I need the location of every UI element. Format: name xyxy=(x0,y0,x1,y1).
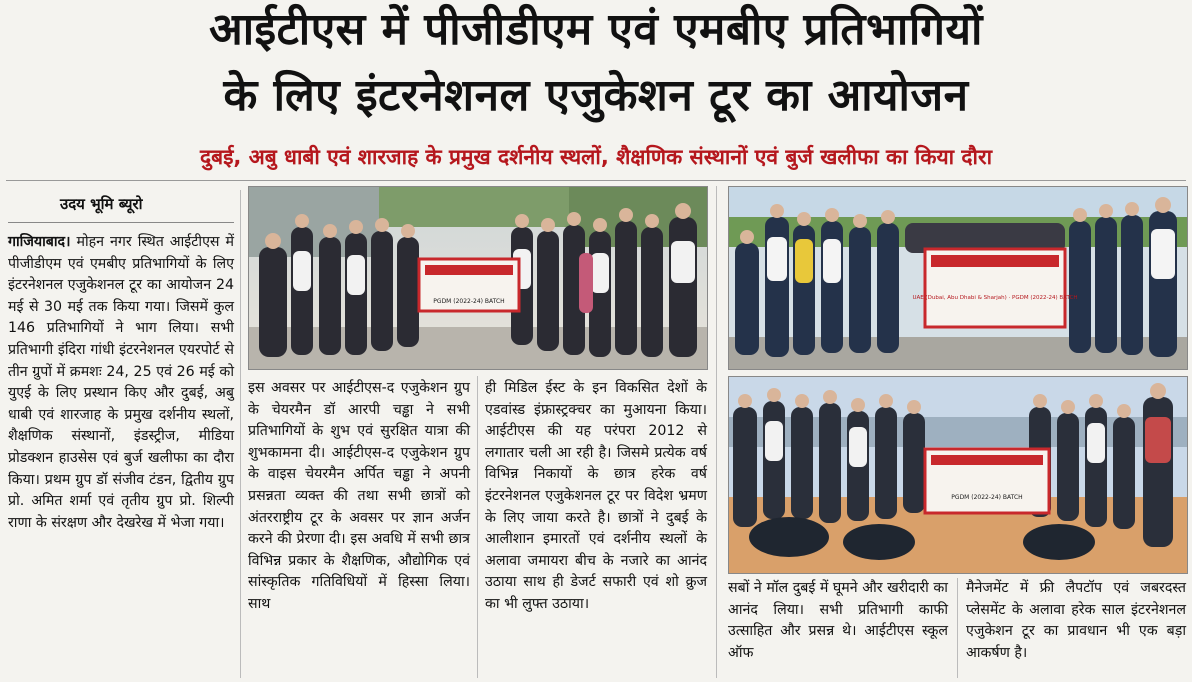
headline-line-2: के लिए इंटरनेशनल एजुकेशन टूर का आयोजन xyxy=(223,70,969,121)
column-divider xyxy=(477,376,478,678)
article-column-4 xyxy=(728,578,948,678)
article-column-3 xyxy=(485,378,707,678)
column-divider xyxy=(240,190,241,678)
column-3-text: ही मिडिल ईस्ट के इन विकसित देशों के एडवांस्ड इंफ्रास्ट्रक्चर का मुआयना किया। आईटीएस की यह परंपरा 2012 से लगातार चली आ रही है। जिसमे प्रत्येक वर्ष विभिन्न निकायों के छात्र हरेक वर्ष इंटरनेशनल एजुकेशनल टूर पर विदेश भ्रमण के लिए जाया करते है। छात्रों ने दुबई के आलीशान इमारतों एवं दर्शनीय स्थलों के अलावा जमायरा बीच के नजारे का आनंद उठाया साथ ही डेजर्ट सफारी एवं शो क्रुज का भी लुफ्त उठाया। xyxy=(485,380,707,612)
column-4-text: सबों ने मॉल दुबई में घूमने और खरीदारी का आनंद लिया। सभी प्रतिभागी काफी उत्साहित और प्रसन्न थे। आईटीएस स्कूल ऑफ xyxy=(728,580,948,661)
article-column-2 xyxy=(248,378,470,678)
divider xyxy=(6,180,1186,181)
banner-text-2: UAE (Dubai, Abu Dhabi & Sharjah) · PGDM (2022-24) BATCH xyxy=(912,295,1078,301)
subheadline: दुबई, अबु धाबी एवं शारजाह के प्रमुख दर्शनीय स्थलों, शैक्षणिक संस्थानों एवं बुर्ज खलीफा का किया दौरा xyxy=(199,145,993,169)
byline-divider xyxy=(8,222,234,223)
group-photo-2 xyxy=(728,186,1188,370)
dateline: गाजियाबाद। xyxy=(8,234,71,250)
column-2-text: इस अवसर पर आईटीएस-द एजुकेशन ग्रुप के चेयरमैन डॉ आरपी चड्ढा ने सभी प्रतिभागियों के शुभ एवं सुरक्षित यात्रा की शुभकामना दी। आईटीएस-द एजुकेशन ग्रुप के वाइस चेयरमैन अर्पित चड्ढा ने अपनी प्रसन्नता व्यक्त की तथा सभी छात्रों को अंतरराष्ट्रीय टूर के अवसर पर ज्ञान अर्जन करने की प्रेरणा दी। इस अवधि में सभी छात्र विभिन्न प्रकार के शैक्षणिक, औद्योगिक एवं सांस्कृतिक गतिविधियों में हिस्सा लिया। साथ xyxy=(248,380,470,612)
headline xyxy=(0,4,1192,122)
column-1-text: मोहन नगर स्थित आईटीएस में पीजीडीएम एवं एमबीए प्रतिभागियों के लिए इंटरनेशनल एजुकेशनल टूर का आयोजन 24 मई से 30 मई तक किया गया। जिसमें कुल 146 प्रतिभागियों ने भाग लिया। सभी प्रतिभागी इंदिरा गांधी इंटरनेशनल एयरपोर्ट से तीन ग्रुपों में क्रमशः 24, 25 एवं 26 मई को युएई के लिए प्रस्थान किए और दुबई, अबु धाबी एवं शारजाह के प्रमुख दर्शनीय स्थलों, शैक्षणिक संस्थानों, इंडस्ट्रीज, मीडिया प्रोडक्शन हाउसेस एवं बुर्ज खलीफा का दौरा किया। प्रथम ग्रुप डॉ संजीव टंडन, द्वितीय ग्रुप प्रो. अमित शर्मा एवं तृतीय ग्रुप प्रो. शिल्पी राणा के संरक्षण और देखरेख में भेजा गया। xyxy=(8,234,235,531)
article-column-1 xyxy=(8,232,234,678)
banner-text-3: PGDM (2022-24) BATCH xyxy=(951,494,1023,501)
column-5-text: मैनेजमेंट में फ्री लैपटॉप एवं जबरदस्त प्लेसमेंट के अलावा हरेक साल इंटरनेशनल एजुकेशन टूर का प्रावधान भी एक बड़ा आकर्षण है। xyxy=(966,580,1186,661)
column-divider xyxy=(957,578,958,678)
column-divider xyxy=(716,186,717,678)
article-column-5 xyxy=(966,578,1186,678)
group-photo-3 xyxy=(728,376,1188,574)
headline-line-1: आईटीएस में पीजीडीएम एवं एमबीए प्रतिभागियों xyxy=(209,4,983,55)
byline: उदय भूमि ब्यूरो xyxy=(60,195,143,213)
group-photo-1 xyxy=(248,186,708,370)
banner-text-1: PGDM (2022-24) BATCH xyxy=(433,298,505,305)
